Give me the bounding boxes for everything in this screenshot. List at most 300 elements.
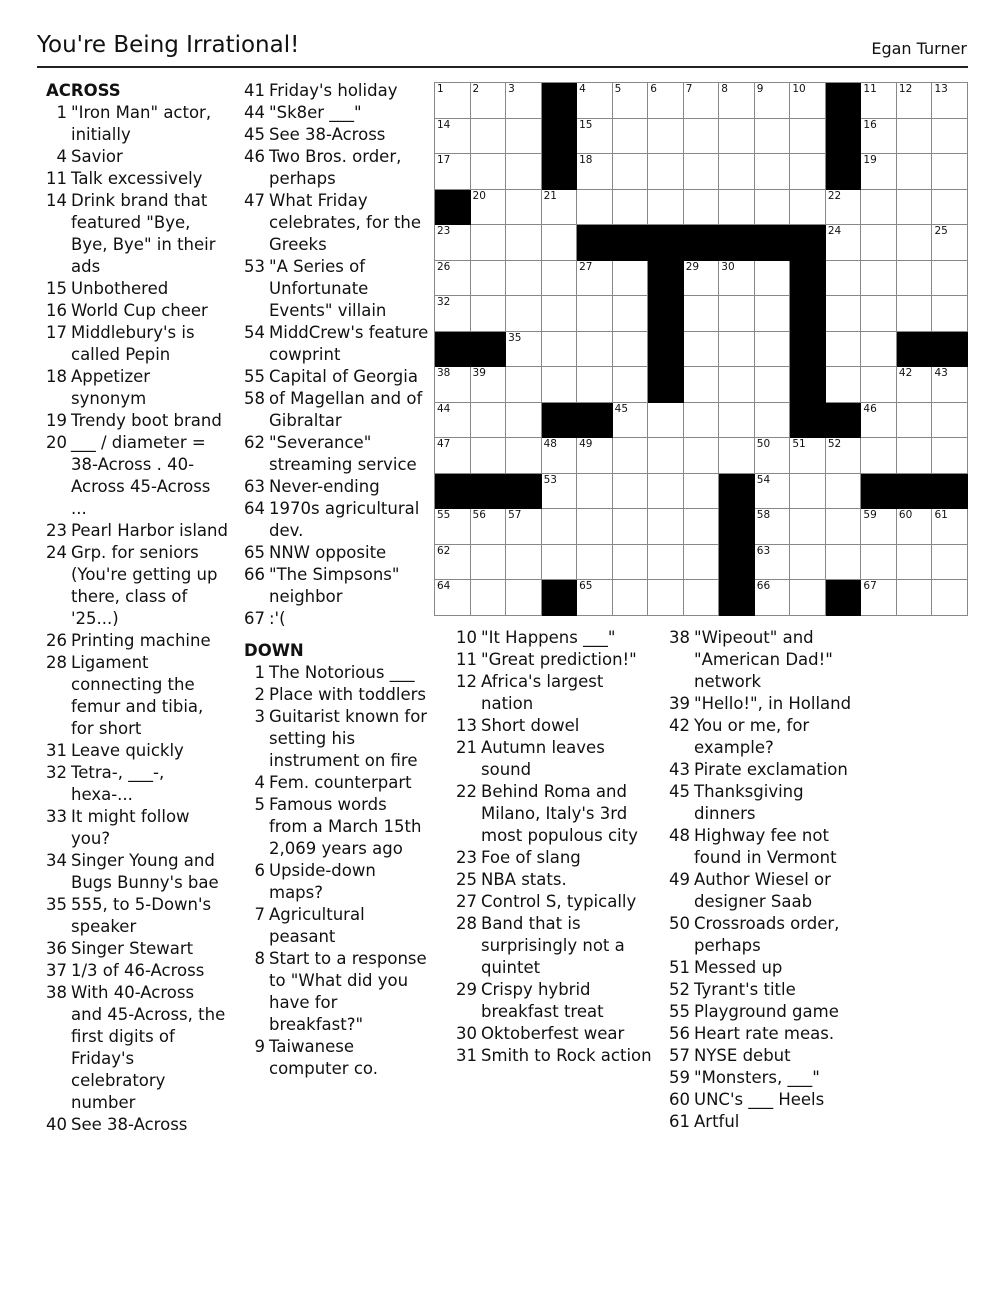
- grid-cell[interactable]: [506, 332, 542, 368]
- grid-cell[interactable]: [684, 119, 720, 155]
- clue-item[interactable]: [663, 715, 863, 759]
- black-square: [861, 474, 897, 510]
- grid-cell[interactable]: [932, 509, 968, 545]
- clue-text: Band that is surprisingly not a quintet: [481, 914, 625, 977]
- grid-cell[interactable]: [542, 225, 578, 261]
- clue-item[interactable]: [40, 1114, 230, 1136]
- grid-cell[interactable]: [897, 580, 933, 616]
- grid-cell[interactable]: [719, 190, 755, 226]
- clue-text: Tyrant's title: [694, 980, 796, 999]
- clue-item[interactable]: [663, 781, 863, 825]
- grid-cell[interactable]: [897, 83, 933, 119]
- grid-cell[interactable]: [897, 154, 933, 190]
- grid-cell[interactable]: [684, 190, 720, 226]
- grid-cell[interactable]: [613, 332, 649, 368]
- clue-text: It might follow you?: [71, 807, 190, 848]
- clue-item[interactable]: [450, 891, 655, 913]
- clue-item[interactable]: [450, 649, 655, 671]
- clue-item[interactable]: [238, 794, 430, 860]
- clue-item[interactable]: [40, 366, 230, 410]
- clue-number: 53: [244, 257, 265, 276]
- clue-item[interactable]: [40, 146, 230, 168]
- grid-cell[interactable]: [542, 367, 578, 403]
- clue-number: 58: [244, 389, 265, 408]
- grid-cell[interactable]: [932, 580, 968, 616]
- grid-cell[interactable]: [932, 119, 968, 155]
- cell-number: 53: [543, 473, 557, 486]
- grid-cell[interactable]: [755, 509, 791, 545]
- grid-cell[interactable]: [471, 367, 507, 403]
- clue-item[interactable]: [663, 627, 863, 693]
- grid-cell[interactable]: [755, 296, 791, 332]
- clue-number: 1: [56, 103, 67, 122]
- grid-cell[interactable]: [613, 509, 649, 545]
- clue-item[interactable]: [663, 1111, 863, 1133]
- cell-number: 25: [934, 225, 948, 238]
- grid-cell[interactable]: [471, 580, 507, 616]
- clue-item[interactable]: [40, 960, 230, 982]
- grid-cell[interactable]: [861, 296, 897, 332]
- grid-cell[interactable]: [648, 154, 684, 190]
- clue-item[interactable]: [238, 772, 430, 794]
- grid-cell[interactable]: [755, 580, 791, 616]
- clue-item[interactable]: [40, 190, 230, 278]
- grid-cell[interactable]: [861, 545, 897, 581]
- grid-cell[interactable]: [932, 190, 968, 226]
- black-square: [648, 225, 684, 261]
- grid-cell[interactable]: [684, 332, 720, 368]
- grid-cell[interactable]: [577, 474, 613, 510]
- clue-item[interactable]: [450, 737, 655, 781]
- grid-cell[interactable]: [897, 190, 933, 226]
- grid-cell[interactable]: [684, 403, 720, 439]
- clue-item[interactable]: [238, 366, 430, 388]
- clue-item[interactable]: [663, 957, 863, 979]
- grid-cell[interactable]: [861, 438, 897, 474]
- grid-cell[interactable]: [471, 545, 507, 581]
- clue-item[interactable]: [238, 124, 430, 146]
- clue-item[interactable]: [663, 825, 863, 869]
- grid-cell[interactable]: [861, 367, 897, 403]
- clue-number: 28: [46, 653, 67, 672]
- clue-item[interactable]: [450, 1023, 655, 1045]
- grid-cell[interactable]: [861, 509, 897, 545]
- clue-number: 23: [456, 848, 477, 867]
- cell-number: 42: [898, 367, 913, 380]
- grid-cell[interactable]: [435, 438, 471, 474]
- grid-cell[interactable]: [897, 403, 933, 439]
- clue-item[interactable]: [40, 894, 230, 938]
- clue-text: Heart rate meas.: [694, 1024, 835, 1043]
- grid-cell[interactable]: [577, 154, 613, 190]
- grid-cell[interactable]: [613, 119, 649, 155]
- grid-cell[interactable]: [542, 545, 578, 581]
- clue-item[interactable]: [450, 913, 655, 979]
- grid-cell[interactable]: [897, 261, 933, 297]
- black-square: [932, 474, 968, 510]
- grid-cell[interactable]: [613, 83, 649, 119]
- grid-cell[interactable]: [897, 119, 933, 155]
- grid-cell[interactable]: [826, 438, 862, 474]
- grid-cell[interactable]: [861, 190, 897, 226]
- grid-cell[interactable]: [613, 190, 649, 226]
- grid-cell[interactable]: [861, 225, 897, 261]
- grid-cell[interactable]: [471, 438, 507, 474]
- grid-cell[interactable]: [506, 119, 542, 155]
- clue-item[interactable]: [450, 781, 655, 847]
- grid-cell[interactable]: [755, 438, 791, 474]
- clue-item[interactable]: [40, 542, 230, 630]
- grid-cell[interactable]: [826, 190, 862, 226]
- clue-item[interactable]: [238, 146, 430, 190]
- grid-cell[interactable]: [684, 580, 720, 616]
- clue-item[interactable]: [40, 652, 230, 740]
- cell-number: 64: [437, 580, 451, 593]
- grid-cell[interactable]: [790, 83, 826, 119]
- grid-cell[interactable]: [719, 438, 755, 474]
- grid-cell[interactable]: [932, 225, 968, 261]
- grid-cell[interactable]: [506, 225, 542, 261]
- grid-cell[interactable]: [826, 332, 862, 368]
- grid-cell[interactable]: [613, 154, 649, 190]
- grid-cell[interactable]: [684, 261, 720, 297]
- cell-number: 46: [863, 402, 877, 415]
- clue-item[interactable]: [238, 860, 430, 904]
- grid-cell[interactable]: [932, 367, 968, 403]
- cell-number: 1: [437, 83, 444, 95]
- grid-cell[interactable]: [684, 545, 720, 581]
- grid-cell[interactable]: [684, 367, 720, 403]
- grid-cell[interactable]: [648, 403, 684, 439]
- grid-cell[interactable]: [861, 119, 897, 155]
- clue-item[interactable]: [40, 520, 230, 542]
- grid-cell[interactable]: [790, 119, 826, 155]
- grid-cell[interactable]: [506, 545, 542, 581]
- grid-cell[interactable]: [861, 154, 897, 190]
- grid-cell[interactable]: [648, 474, 684, 510]
- grid-cell[interactable]: [471, 154, 507, 190]
- grid-cell[interactable]: [542, 296, 578, 332]
- clue-item[interactable]: [663, 979, 863, 1001]
- clue-item[interactable]: [238, 322, 430, 366]
- grid-cell[interactable]: [613, 296, 649, 332]
- clue-item[interactable]: [238, 608, 430, 630]
- grid-cell[interactable]: [790, 509, 826, 545]
- grid-cell[interactable]: [755, 545, 791, 581]
- grid-cell[interactable]: [471, 403, 507, 439]
- clue-item[interactable]: [238, 476, 430, 498]
- grid-cell[interactable]: [861, 261, 897, 297]
- clue-item[interactable]: [450, 869, 655, 891]
- grid-cell[interactable]: [577, 83, 613, 119]
- grid-cell[interactable]: [684, 474, 720, 510]
- grid-cell[interactable]: [719, 83, 755, 119]
- clue-item[interactable]: [40, 806, 230, 850]
- grid-cell[interactable]: [471, 83, 507, 119]
- grid-cell[interactable]: [506, 190, 542, 226]
- clue-text: Place with toddlers: [269, 685, 426, 704]
- grid-cell[interactable]: [435, 545, 471, 581]
- grid-cell[interactable]: [755, 332, 791, 368]
- grid-cell[interactable]: [506, 403, 542, 439]
- grid-cell[interactable]: [755, 474, 791, 510]
- cell-number: 60: [898, 509, 913, 522]
- grid-cell[interactable]: [932, 438, 968, 474]
- clue-item[interactable]: [40, 740, 230, 762]
- grid-cell[interactable]: [719, 403, 755, 439]
- clue-number: 55: [244, 367, 265, 386]
- clue-number: 43: [669, 760, 690, 779]
- clue-item[interactable]: [40, 762, 230, 806]
- grid-cell[interactable]: [932, 403, 968, 439]
- cell-number: 24: [827, 225, 842, 238]
- clue-number: 52: [669, 980, 690, 999]
- grid-cell[interactable]: [435, 367, 471, 403]
- grid-cell[interactable]: [755, 403, 791, 439]
- grid-cell[interactable]: [542, 261, 578, 297]
- clue-item[interactable]: [450, 627, 655, 649]
- grid-cell[interactable]: [435, 403, 471, 439]
- clue-item[interactable]: [663, 1067, 863, 1089]
- grid-cell[interactable]: [613, 438, 649, 474]
- clue-item[interactable]: [663, 1023, 863, 1045]
- grid-cell[interactable]: [577, 438, 613, 474]
- grid-cell[interactable]: [861, 580, 897, 616]
- grid-cell[interactable]: [826, 367, 862, 403]
- clue-item[interactable]: [238, 498, 430, 542]
- grid-cell[interactable]: [684, 154, 720, 190]
- clue-item[interactable]: [238, 190, 430, 256]
- clue-item[interactable]: [663, 1001, 863, 1023]
- clue-item[interactable]: [238, 1036, 430, 1080]
- grid-cell[interactable]: [471, 509, 507, 545]
- clue-item[interactable]: [663, 1045, 863, 1067]
- grid-cell[interactable]: [648, 119, 684, 155]
- clue-item[interactable]: [238, 684, 430, 706]
- cell-number: 22: [827, 189, 842, 202]
- grid-cell[interactable]: [506, 261, 542, 297]
- grid-cell[interactable]: [897, 438, 933, 474]
- grid-cell[interactable]: [648, 509, 684, 545]
- clue-item[interactable]: [238, 388, 430, 432]
- grid-cell[interactable]: [471, 296, 507, 332]
- clue-item[interactable]: [238, 542, 430, 564]
- grid-cell[interactable]: [755, 119, 791, 155]
- grid-cell[interactable]: [648, 438, 684, 474]
- clue-item[interactable]: [238, 706, 430, 772]
- clue-item[interactable]: [663, 693, 863, 715]
- grid-cell[interactable]: [932, 545, 968, 581]
- clue-item[interactable]: [238, 904, 430, 948]
- cell-number: 9: [756, 83, 764, 95]
- grid-cell[interactable]: [542, 509, 578, 545]
- clue-item[interactable]: [663, 913, 863, 957]
- grid-cell[interactable]: [506, 296, 542, 332]
- grid-cell[interactable]: [506, 438, 542, 474]
- grid-cell[interactable]: [577, 190, 613, 226]
- grid-cell[interactable]: [648, 190, 684, 226]
- grid-cell[interactable]: [719, 367, 755, 403]
- cell-number: 50: [756, 438, 771, 451]
- grid-cell[interactable]: [577, 367, 613, 403]
- grid-cell[interactable]: [755, 367, 791, 403]
- clue-item[interactable]: [40, 102, 230, 146]
- grid-cell[interactable]: [542, 332, 578, 368]
- grid-cell[interactable]: [719, 261, 755, 297]
- clue-item[interactable]: [238, 102, 430, 124]
- grid-cell[interactable]: [435, 83, 471, 119]
- clue-item[interactable]: [450, 1045, 655, 1067]
- grid-cell[interactable]: [826, 545, 862, 581]
- clue-item[interactable]: [40, 982, 230, 1114]
- clue-item[interactable]: [40, 850, 230, 894]
- grid-cell[interactable]: [506, 509, 542, 545]
- grid-cell[interactable]: [506, 83, 542, 119]
- clue-item[interactable]: [450, 979, 655, 1023]
- grid-cell[interactable]: [897, 367, 933, 403]
- clue-item[interactable]: [40, 630, 230, 652]
- grid-cell[interactable]: [897, 545, 933, 581]
- grid-cell[interactable]: [613, 403, 649, 439]
- grid-cell[interactable]: [719, 296, 755, 332]
- grid-cell[interactable]: [542, 438, 578, 474]
- grid-cell[interactable]: [684, 296, 720, 332]
- grid-cell[interactable]: [471, 119, 507, 155]
- grid-cell[interactable]: [435, 509, 471, 545]
- grid-cell[interactable]: [861, 332, 897, 368]
- grid-cell[interactable]: [790, 474, 826, 510]
- clue-item[interactable]: [40, 168, 230, 190]
- clue-item[interactable]: [238, 662, 430, 684]
- grid-cell[interactable]: [861, 403, 897, 439]
- grid-cell[interactable]: [435, 296, 471, 332]
- grid-cell[interactable]: [613, 261, 649, 297]
- grid-cell[interactable]: [542, 474, 578, 510]
- grid-cell[interactable]: [790, 580, 826, 616]
- cell-number: 65: [579, 580, 593, 593]
- grid-cell[interactable]: [577, 545, 613, 581]
- clue-item[interactable]: [450, 671, 655, 715]
- grid-cell[interactable]: [932, 83, 968, 119]
- grid-cell[interactable]: [897, 296, 933, 332]
- grid-cell[interactable]: [613, 545, 649, 581]
- grid-cell[interactable]: [684, 83, 720, 119]
- grid-cell[interactable]: [506, 367, 542, 403]
- grid-cell[interactable]: [790, 154, 826, 190]
- clue-item[interactable]: [238, 80, 430, 102]
- grid-cell[interactable]: [506, 580, 542, 616]
- grid-cell[interactable]: [542, 190, 578, 226]
- clue-text: Control S, typically: [481, 892, 637, 911]
- clue-item[interactable]: [40, 938, 230, 960]
- grid-cell[interactable]: [826, 509, 862, 545]
- grid-cell[interactable]: [435, 154, 471, 190]
- grid-cell[interactable]: [684, 438, 720, 474]
- clue-item[interactable]: [450, 715, 655, 737]
- cell-number: 5: [614, 83, 622, 95]
- grid-cell[interactable]: [506, 154, 542, 190]
- clue-item[interactable]: [238, 256, 430, 322]
- grid-cell[interactable]: [435, 119, 471, 155]
- grid-cell[interactable]: [897, 225, 933, 261]
- grid-cell[interactable]: [435, 580, 471, 616]
- cell-number: 66: [756, 580, 771, 593]
- grid-cell[interactable]: [826, 296, 862, 332]
- grid-cell[interactable]: [755, 154, 791, 190]
- grid-cell[interactable]: [471, 261, 507, 297]
- grid-cell[interactable]: [790, 190, 826, 226]
- clue-item[interactable]: [450, 847, 655, 869]
- grid-cell[interactable]: [648, 545, 684, 581]
- grid-cell[interactable]: [613, 367, 649, 403]
- clue-item[interactable]: [40, 300, 230, 322]
- grid-cell[interactable]: [577, 580, 613, 616]
- grid-cell[interactable]: [826, 261, 862, 297]
- grid-cell[interactable]: [435, 225, 471, 261]
- clue-text: Thanksgiving dinners: [694, 782, 804, 823]
- clue-text: "Great prediction!": [481, 650, 637, 669]
- grid-cell[interactable]: [648, 580, 684, 616]
- grid-cell[interactable]: [826, 225, 862, 261]
- grid-cell[interactable]: [826, 474, 862, 510]
- grid-cell[interactable]: [648, 83, 684, 119]
- clue-item[interactable]: [663, 1089, 863, 1111]
- clue-text: Crossroads order, perhaps: [694, 914, 840, 955]
- grid-cell[interactable]: [577, 332, 613, 368]
- grid-cell[interactable]: [790, 438, 826, 474]
- grid-cell[interactable]: [755, 190, 791, 226]
- grid-cell[interactable]: [719, 154, 755, 190]
- grid-cell[interactable]: [613, 580, 649, 616]
- grid-cell[interactable]: [790, 545, 826, 581]
- cell-number: 43: [934, 367, 948, 380]
- grid-cell[interactable]: [755, 83, 791, 119]
- grid-cell[interactable]: [577, 119, 613, 155]
- grid-cell[interactable]: [471, 225, 507, 261]
- black-square: [471, 474, 507, 510]
- crossword-grid: [434, 82, 968, 616]
- clue-item[interactable]: [40, 278, 230, 300]
- grid-cell[interactable]: [435, 261, 471, 297]
- clue-item[interactable]: [238, 432, 430, 476]
- cell-number: 21: [543, 189, 557, 202]
- clue-item[interactable]: [663, 759, 863, 781]
- clue-number: 35: [46, 895, 67, 914]
- grid-cell[interactable]: [471, 190, 507, 226]
- grid-cell[interactable]: [897, 509, 933, 545]
- grid-cell[interactable]: [613, 474, 649, 510]
- grid-cell[interactable]: [577, 296, 613, 332]
- grid-cell[interactable]: [932, 154, 968, 190]
- grid-cell[interactable]: [861, 83, 897, 119]
- clue-item[interactable]: [663, 869, 863, 913]
- grid-cell[interactable]: [684, 509, 720, 545]
- clue-item[interactable]: [40, 410, 230, 432]
- clue-item[interactable]: [238, 564, 430, 608]
- clue-text: "It Happens ___": [481, 628, 616, 647]
- grid-cell[interactable]: [577, 261, 613, 297]
- clue-item[interactable]: [40, 322, 230, 366]
- grid-cell[interactable]: [755, 261, 791, 297]
- grid-cell[interactable]: [719, 332, 755, 368]
- grid-cell[interactable]: [932, 261, 968, 297]
- clue-item[interactable]: [40, 432, 230, 520]
- clue-item[interactable]: [238, 948, 430, 1036]
- grid-cell[interactable]: [719, 119, 755, 155]
- grid-cell[interactable]: [577, 509, 613, 545]
- grid-cell[interactable]: [932, 296, 968, 332]
- clue-number: 46: [244, 147, 265, 166]
